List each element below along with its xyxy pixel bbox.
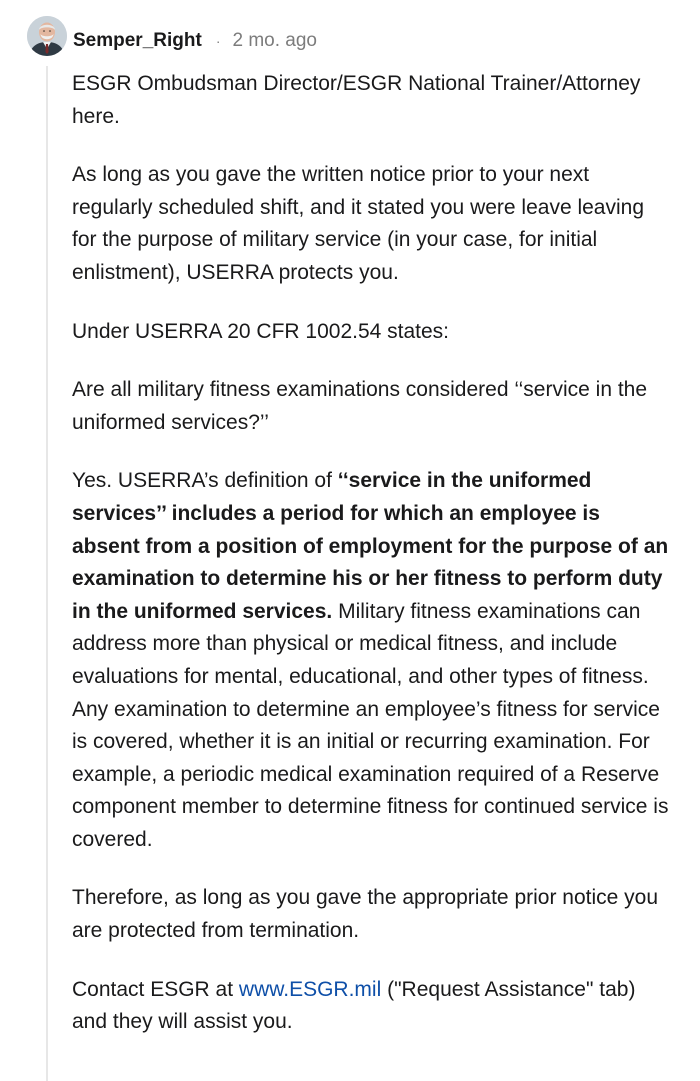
comment-timestamp[interactable]: 2 mo. ago <box>232 30 317 51</box>
user-avatar[interactable] <box>27 16 67 56</box>
avatar-portrait-icon <box>27 16 67 56</box>
paragraph-7-rest: ("Request Assistance" tab) and they will assist you. <box>72 977 636 1034</box>
paragraph-7-lead: Contact ESGR at <box>72 977 239 1001</box>
esgr-website-link[interactable]: www.ESGR.mil <box>238 977 382 1001</box>
username-link[interactable]: Semper_Right <box>73 30 202 51</box>
comment-header <box>73 28 317 54</box>
meta-separator: · <box>215 33 221 49</box>
paragraph-5-bold-quote: ‘‘service in the uniformed services’’ includes a period for which an employee is absent from a position of employment for the purpose of an examination to determine his or her fitness to perform duty in the uniformed services. <box>72 469 669 623</box>
comment-paragraph-3: Under USERRA 20 CFR 1002.54 states: <box>72 319 450 343</box>
comment-paragraph-5 <box>72 465 672 856</box>
paragraph-5-lead: Yes. USERRA’s definition of <box>72 469 338 493</box>
thread-line[interactable] <box>46 66 48 1081</box>
comment-paragraph-4: Are all military fitness examinations considered ‘‘service in the uniformed services?’’ <box>72 378 648 434</box>
comment-paragraph-6: Therefore, as long as you gave the appropriate prior notice you are protected from termination. <box>72 886 659 943</box>
paragraph-5-rest: Military fitness examinations can address more than physical or medical fitness, and include evaluations for mental, educational, and other types of fitness. Any examination to determine an employee’s fitness for service is covered, whether it is an initial or recurring examination. For example, a periodic medical examination required of a Reserve component member to determine fitness for continued service is covered. <box>72 599 669 851</box>
comment-body <box>72 68 672 1039</box>
comment-paragraph-7 <box>72 974 672 1039</box>
comment-paragraph-2: As long as you gave the written notice prior to your next regularly scheduled shift, and it stated you were leave leaving for the purpose of military service (in your case, for initial enlistment), USERRA protects you. <box>72 163 645 284</box>
comment-paragraph-1: ESGR Ombudsman Director/ESGR National Trainer/Attorney here. <box>72 72 641 128</box>
